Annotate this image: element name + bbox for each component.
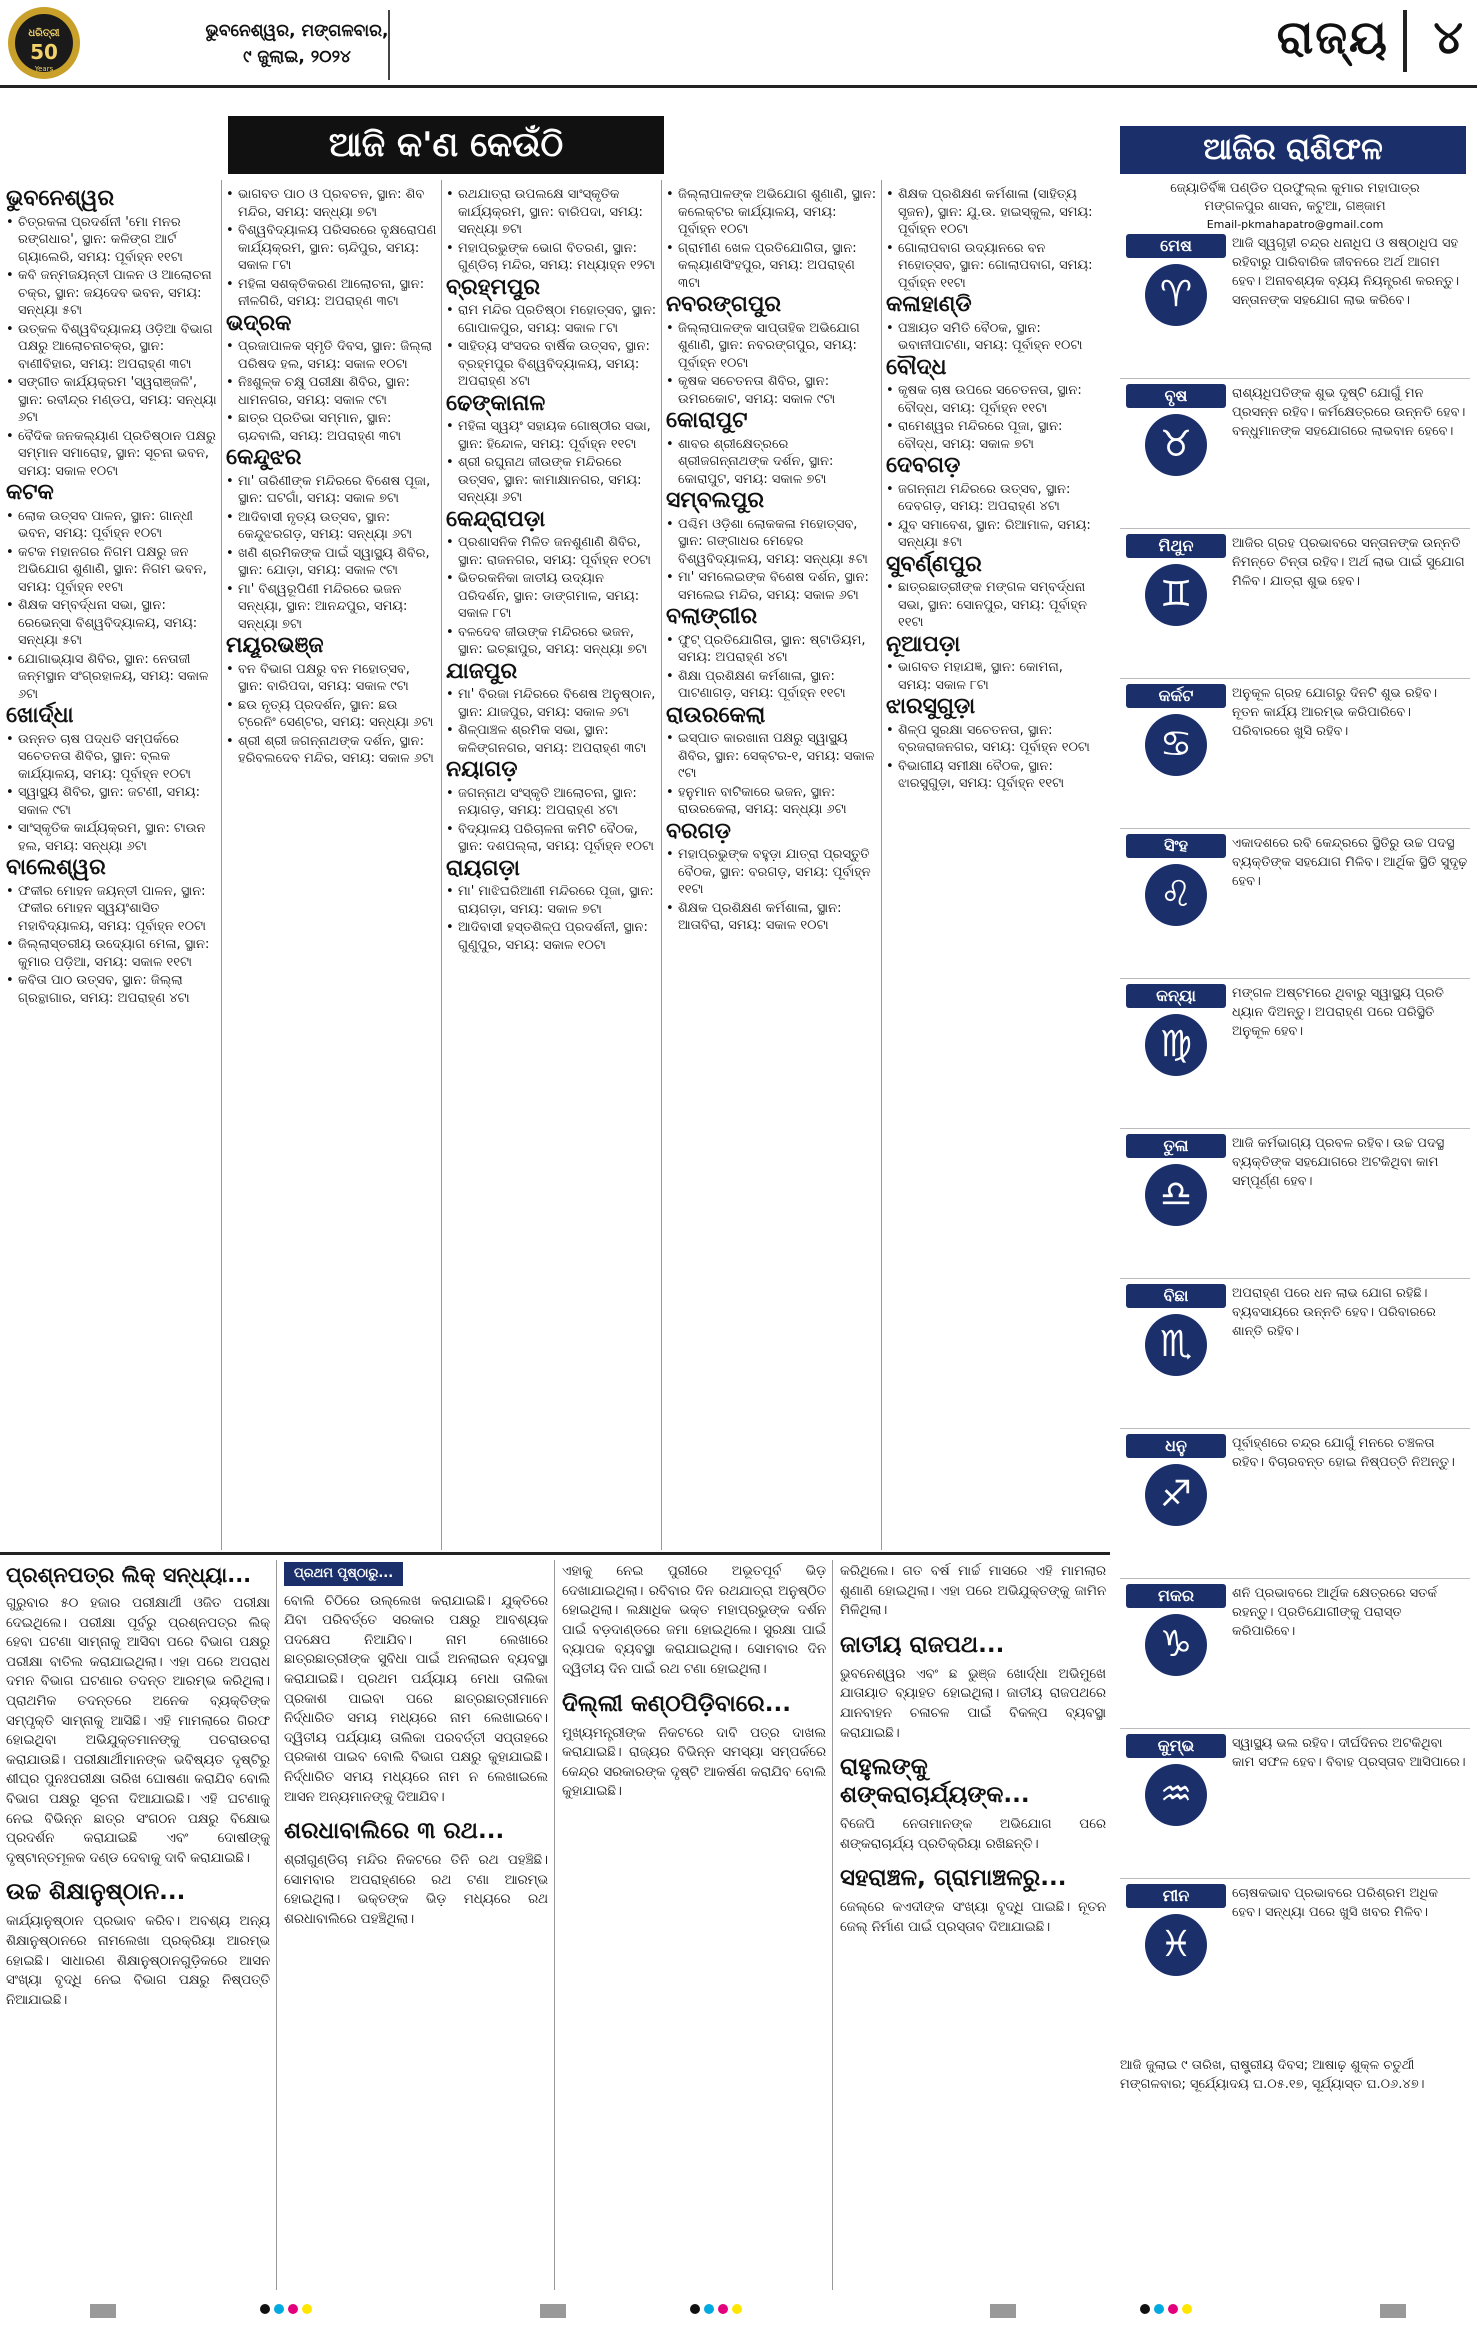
- news-lead-body: ଗୁରୁବାର ୫୦ ହଜାର ପରୀକ୍ଷାର୍ଥୀ ଓଜିତ ପରୀକ୍ଷା ଦେଇଥିଲେ। ପରୀକ୍ଷା ପୂର୍ବରୁ ପ୍ରଶ୍ନପତ୍ର ଲିକ୍ ହେବା ଘଟଣା ସାମ୍ନାକୁ ଆସିବା ପରେ ବିଭାଗ ପକ୍ଷରୁ ପରୀକ୍ଷା ବାତିଲ କରାଯାଇଥିଲା। ଏହା ପରେ ଅପରାଧ ଦମନ ବିଭାଗ ଘଟଣାର ତଦନ୍ତ ଆରମ୍ଭ କରିଥିଲା। ପ୍ରାଥମିକ ତଦନ୍ତରେ ଅନେକ ବ୍ୟକ୍ତିଙ୍କ ସମ୍ପୃକ୍ତି ସାମ୍ନାକୁ ଆସିଛି। ଏହି ମାମଲାରେ ଗିରଫ ହୋଇଥିବା ଅଭିଯୁକ୍ତମାନଙ୍କୁ ପଚରାଉଚରା କରାଯାଉଛି। ପରୀକ୍ଷାର୍ଥୀମାନଙ୍କ ଭବିଷ୍ୟତ ଦୃଷ୍ଟିରୁ ଶୀଘ୍ର ପୁନଃପରୀକ୍ଷା ତାରିଖ ଘୋଷଣା କରାଯିବ ବୋଲି ବିଭାଗ ପକ୍ଷରୁ ସୂଚନା ଦିଆଯାଇଛି। ଏହି ଘଟଣାକୁ ନେଇ ବିଭିନ୍ନ ଛାତ୍ର ସଂଗଠନ ପକ୍ଷରୁ ବିକ୍ଷୋଭ ପ୍ରଦର୍ଶନ କରାଯାଇଛି ଏବଂ ଦୋଷୀଙ୍କୁ ଦୃଷ୍ଟାନ୍ତମୂଳକ ଦଣ୍ଡ ଦେବାକୁ ଦାବି କରାଯାଇଛି।: [6, 1596, 270, 1866]
- zodiac-prediction: ଆଜିର ଗ୍ରହ ପ୍ରଭାବରେ ସନ୍ତାନଙ୍କ ଉନ୍ନତି ନିମନ୍ତେ ଚିନ୍ତା ରହିବ। ଅର୍ଥ ଲାଭ ପାଇଁ ସୁଯୋଗ ମିଳିବ। ଯାତ୍ରା ଶୁଭ ହେବ।: [1232, 536, 1465, 589]
- event-item: • ଶ୍ରୀ ରଘୁନାଥ ଜୀଉଙ୍କ ମନ୍ଦିରରେ ଉତ୍ସବ, ସ୍ଥାନ: କାମାକ୍ଷାନଗର, ସମୟ: ସନ୍ଧ୍ୟା ୬ଟା: [446, 454, 658, 507]
- event-item: • ଭାଗବତ ମହାଯଜ୍ଞ, ସ୍ଥାନ: କୋମନା, ସମୟ: ସକାଳ ୮ଟା: [886, 659, 1098, 694]
- city-heading: ଯାଜପୁର: [446, 658, 518, 684]
- column-divider: [221, 180, 222, 1550]
- zodiac-divider: [1120, 528, 1470, 529]
- almanac-footer: ଆଜି ଜୁଲାଇ ୯ ତାରିଖ, ରାଷ୍ଟ୍ରୀୟ ଦିବସ; ଆଷାଢ଼ ଶୁକ୍ଳ ଚତୁର୍ଥୀ ମଙ୍ଗଳବାର; ସୂର୍ଯ୍ୟୋଦୟ ଘ.୦୫.୧୭, ସୂର୍ଯ୍ୟାସ୍ତ ଘ.୦୬.୪୭।: [1120, 2058, 1425, 2092]
- city-heading: ବରଗଡ଼: [666, 818, 731, 844]
- zodiac-name: ତୁଳା: [1126, 1134, 1226, 1158]
- event-item: • ଖଣି ଶ୍ରମିକଙ୍କ ପାଇଁ ସ୍ୱାସ୍ଥ୍ୟ ଶିବିର, ସ୍ଥାନ: ଯୋଡ଼ା, ସମୟ: ସକାଳ ୯ଟା: [226, 545, 438, 580]
- event-item: • ଯୋଗାଭ୍ୟାସ ଶିବିର, ସ୍ଥାନ: ନେତାଜୀ ଜନ୍ମସ୍ଥାନ ସଂଗ୍ରହାଳୟ, ସମୟ: ସକାଳ ୬ଟା: [6, 651, 218, 704]
- event-item: • ବିଭାଗୀୟ ସମୀକ୍ଷା ବୈଠକ, ସ୍ଥାନ: ଝାରସୁଗୁଡ଼ା, ସମୟ: ପୂର୍ବାହ୍ନ ୧୧ଟା: [886, 758, 1098, 793]
- continued-label: ପ୍ରଥମ ପୃଷ୍ଠାରୁ...: [284, 1562, 403, 1586]
- newspaper-logo: [4, 4, 154, 82]
- event-item: • ବିଶ୍ୱବିଦ୍ୟାଳୟ ପରିସରରେ ବୃକ୍ଷରୋପଣ କାର୍ଯ୍ୟକ୍ରମ, ସ୍ଥାନ: ଚାନ୍ଦିପୁର, ସମୟ: ସକାଳ ୮ଟା: [226, 222, 438, 275]
- zodiac-name: ବିଛା: [1126, 1284, 1226, 1308]
- city-heading: ମୟୂରଭଞ୍ଜ: [226, 633, 324, 658]
- city-heading: ରାଉରକେଲା: [666, 702, 766, 728]
- city-heading: ରାୟଗଡ଼ା: [446, 855, 520, 881]
- zodiac-prediction: ସ୍ୱାସ୍ଥ୍ୟ ଭଲ ରହିବ। ଦୀର୍ଘଦିନର ଅଟକିଥିବା କାମ ସଫଳ ହେବ। ବିବାହ ପ୍ରସ୍ତାବ ଆସିପାରେ।: [1232, 1736, 1466, 1770]
- zodiac-prediction: ମଙ୍ଗଳ ଅଷ୍ଟମରେ ଥିବାରୁ ସ୍ୱାସ୍ଥ୍ୟ ପ୍ରତି ଧ୍ୟାନ ଦିଅନ୍ତୁ। ଅପରାହ୍ଣ ପରେ ପରିସ୍ଥିତି ଅନୁକୂଳ ହେବ।: [1232, 986, 1444, 1039]
- event-item: • ସଙ୍ଗୀତ କାର୍ଯ୍ୟକ୍ରମ 'ସ୍ୱରାଞ୍ଜଳି', ସ୍ଥାନ: ରବୀନ୍ଦ୍ର ମଣ୍ଡପ, ସମୟ: ସନ୍ଧ୍ୟା ୬ଟା: [6, 374, 218, 427]
- event-item: • ବଳଦେବ ଜୀଉଙ୍କ ମନ୍ଦିରରେ ଭଜନ, ସ୍ଥାନ: ଇଚ୍ଛାପୁର, ସମୟ: ସନ୍ଧ୍ୟା ୭ଟା: [446, 624, 658, 659]
- zodiac-prediction: ଆଜି କର୍ମଭାଗ୍ୟ ପ୍ରବଳ ରହିବ। ଉଚ୍ଚ ପଦସ୍ଥ ବ୍ୟକ୍ତିଙ୍କ ସହଯୋଗରେ ଅଟକିଥିବା କାମ ସମ୍ପୂର୍ଣ୍ଣ ହେବ।: [1232, 1136, 1445, 1189]
- news-col2-body: ବୋଲି ଚିଠିରେ ଉଲ୍ଲେଖ କରାଯାଇଛି। ଯୁକ୍ତିରେ ଯିବା ପରିବର୍ତ୍ତେ ସରକାର ପକ୍ଷରୁ ଆବଶ୍ୟକ ପଦକ୍ଷେପ ନିଆଯିବ। ନାମ ଲେଖାରେ ଛାତ୍ରଛାତ୍ରୀଙ୍କ ସୁବିଧା ପାଇଁ ଅନଲାଇନ ବ୍ୟବସ୍ଥା କରାଯାଇଛି। ପ୍ରଥମ ପର୍ଯ୍ୟାୟ ମେଧା ତାଲିକା ପ୍ରକାଶ ପାଇବା ପରେ ଛାତ୍ରଛାତ୍ରୀମାନେ ନିର୍ଦ୍ଧାରିତ ସମୟ ମଧ୍ୟରେ ନାମ ଲେଖାଇବେ। ଦ୍ୱିତୀୟ ପର୍ଯ୍ୟାୟ ତାଲିକା ପରବର୍ତ୍ତୀ ସପ୍ତାହରେ ପ୍ରକାଶ ପାଇବ ବୋଲି ବିଭାଗ ପକ୍ଷରୁ କୁହାଯାଇଛି। ନିର୍ଦ୍ଧାରିତ ସମୟ ମଧ୍ୟରେ ନାମ ନ ଲେଖାଇଲେ ଆସନ ଅନ୍ୟମାନଙ୍କୁ ଦିଆଯିବ।: [284, 1593, 548, 1805]
- zodiac-badge: [1126, 384, 1226, 476]
- logo-years: 50: [30, 40, 58, 64]
- event-item: • ଆଦିବାସୀ ହସ୍ତଶିଳ୍ପ ପ୍ରଦର୍ଶନୀ, ସ୍ଥାନ: ଗୁଣୁପୁର, ସମୟ: ସକାଳ ୧୦ଟା: [446, 919, 658, 954]
- zodiac-entry: [1120, 684, 1470, 826]
- zodiac-badge: [1126, 984, 1226, 1076]
- event-item: • ମା' ବିଶ୍ୱରୂପିଣୀ ମନ୍ଦିରରେ ଭଜନ ସନ୍ଧ୍ୟା, ସ୍ଥାନ: ଆନନ୍ଦପୁର, ସମୟ: ସନ୍ଧ୍ୟା ୭ଟା: [226, 581, 438, 634]
- zodiac-divider: [1120, 1428, 1470, 1429]
- zodiac-entry: [1120, 1134, 1470, 1276]
- news-column-4: [840, 1562, 1106, 2292]
- event-item: • ରଥଯାତ୍ରା ଉପଲକ୍ଷେ ସାଂସ୍କୃତିକ କାର୍ଯ୍ୟକ୍ରମ, ସ୍ଥାନ: ବାରିପଦା, ସମୟ: ସନ୍ଧ୍ୟା ୭ଟା: [446, 186, 658, 239]
- zodiac-divider: [1120, 678, 1470, 679]
- zodiac-entry: [1120, 834, 1470, 976]
- news-col2-head: ଶରଧାବାଲିରେ ୩ ରଥ...: [284, 1818, 505, 1845]
- zodiac-prediction: ଶନି ପ୍ରଭାବରେ ଆର୍ଥିକ କ୍ଷେତ୍ରରେ ସତର୍କ ରହନ୍ତୁ। ପ୍ରତିଯୋଗୀଙ୍କୁ ପରାସ୍ତ କରିପାରିବେ।: [1232, 1586, 1437, 1639]
- event-item: • ମହିଳା ସ୍ୱୟଂ ସହାୟକ ଗୋଷ୍ଠୀର ସଭା, ସ୍ଥାନ: ହିନ୍ଦୋଳ, ସମୟ: ପୂର୍ବାହ୍ନ ୧୧ଟା: [446, 418, 658, 453]
- event-item: • ପଶ୍ଚିମ ଓଡ଼ିଶା ଲୋକକଳା ମହୋତ୍ସବ, ସ୍ଥାନ: ଗଙ୍ଗାଧର ମେହେର ବିଶ୍ୱବିଦ୍ୟାଳୟ, ସମୟ: ସନ୍ଧ୍ୟା ୫ଟା: [666, 516, 878, 569]
- event-item: • ବିଦ୍ୟାଳୟ ପରିଚାଳନା କମିଟି ବୈଠକ, ସ୍ଥାନ: ଦଶପଲ୍ଲା, ସମୟ: ପୂର୍ବାହ୍ନ ୧୦ଟା: [446, 821, 658, 856]
- zodiac-badge: [1126, 1884, 1226, 1976]
- event-item: • ମହାପ୍ରଭୁଙ୍କ ବହୁଡ଼ା ଯାତ୍ରା ପ୍ରସ୍ତୁତି ବୈଠକ, ସ୍ଥାନ: ବରଗଡ଼, ସମୟ: ପୂର୍ବାହ୍ନ ୧୧ଟା: [666, 846, 878, 899]
- news-col3-body: ଏହାକୁ ନେଇ ପୁରୀରେ ଅଭୂତପୂର୍ବ ଭିଡ଼ ଦେଖାଯାଇଥିଲା। ରବିବାର ଦିନ ରଥଯାତ୍ରା ଅନୁଷ୍ଠିତ ହୋଇଥିଲା। ଲକ୍ଷାଧିକ ଭକ୍ତ ମହାପ୍ରଭୁଙ୍କ ଦର୍ଶନ ପାଇଁ ବଡ଼ଦାଣ୍ଡରେ ଜମା ହୋଇଥିଲେ। ସୁରକ୍ଷା ପାଇଁ ବ୍ୟାପକ ବ୍ୟବସ୍ଥା କରାଯାଇଥିଲା। ସୋମବାର ଦିନ ଦ୍ୱିତୀୟ ଦିନ ପାଇଁ ରଥ ଟଣା ହୋଇଥିଲା।: [562, 1564, 826, 1677]
- page-number: ୪: [1433, 10, 1463, 64]
- event-item: • ଫକୀର ମୋହନ ଜୟନ୍ତୀ ପାଳନ, ସ୍ଥାନ: ଫକୀର ମୋହନ ସ୍ୱୟଂଶାସିତ ମହାବିଦ୍ୟାଳୟ, ସମୟ: ପୂର୍ବାହ୍ନ ୧୦ଟା: [6, 883, 218, 936]
- event-item: • ଛଉ ନୃତ୍ୟ ପ୍ରଦର୍ଶନ, ସ୍ଥାନ: ଛଉ ଟ୍ରେନିଂ ସେଣ୍ଟର, ସମୟ: ସନ୍ଧ୍ୟା ୬ଟା: [226, 697, 438, 732]
- event-item: • ଶିଳ୍ପ ସୁରକ୍ଷା ସଚେତନତା, ସ୍ଥାନ: ବ୍ରଜରାଜନଗର, ସମୟ: ପୂର୍ବାହ୍ନ ୧୦ଟା: [886, 722, 1098, 757]
- news-sub-body: କାର୍ଯ୍ୟାନୁଷ୍ଠାନ ପ୍ରଭାବ କରିବ। ଅବଶ୍ୟ ଅନ୍ୟ ଶିକ୍ଷାନୁଷ୍ଠାନରେ ନାମଲେଖା ପ୍ରକ୍ରିୟା ଆରମ୍ଭ ହୋଇଛି। ସାଧାରଣ ଶିକ୍ଷାନୁଷ୍ଠାନଗୁଡ଼ିକରେ ଆସନ ସଂଖ୍ୟା ବୃଦ୍ଧି ନେଇ ବିଭାଗ ପକ୍ଷରୁ ନିଷ୍ପତ୍ତି ନିଆଯାଇଛି।: [6, 1914, 270, 2008]
- dateline-place: ଭୁବନେଶ୍ୱର, ମଙ୍ଗଳବାର,: [205, 21, 389, 41]
- zodiac-symbol-icon: ♌: [1145, 864, 1207, 926]
- event-item: • ଜଗନ୍ନାଥ ସଂସ୍କୃତି ଆଲୋଚନା, ସ୍ଥାନ: ନୟାଗଡ଼, ସମୟ: ଅପରାହ୍ଣ ୪ଟା: [446, 785, 658, 820]
- event-item: • ପଞ୍ଚାୟତ ସମିତି ବୈଠକ, ସ୍ଥାନ: ଭବାନୀପାଟଣା, ସମୟ: ପୂର୍ବାହ୍ନ ୧୦ଟା: [886, 320, 1098, 355]
- event-item: • ଶ୍ରୀ ଶ୍ରୀ ଜଗନ୍ନାଥଙ୍କ ଦର୍ଶନ, ସ୍ଥାନ: ହରିବଲଦେବ ମନ୍ଦିର, ସମୟ: ସକାଳ ୬ଟା: [226, 733, 438, 768]
- event-item: • ବନ ବିଭାଗ ପକ୍ଷରୁ ବନ ମହୋତ୍ସବ, ସ୍ଥାନ: ବାରିପଦା, ସମୟ: ସକାଳ ୯ଟା: [226, 661, 438, 696]
- zodiac-entry: [1120, 384, 1470, 526]
- zodiac-prediction: ଏକାଦଶରେ ରବି କେନ୍ଦ୍ରରେ ସ୍ଥିତିରୁ ଉଚ୍ଚ ପଦସ୍ଥ ବ୍ୟକ୍ତିଙ୍କ ସହଯୋଗ ମିଳିବ। ଆର୍ଥିକ ସ୍ଥିତି ସୁଦୃଢ଼ ହେବ।: [1232, 836, 1468, 889]
- event-item: • ଫୁଟ୍ ପ୍ରତିଯୋଗିତା, ସ୍ଥାନ: ଷ୍ଟାଡିୟମ, ସମୟ: ଅପରାହ୍ଣ ୪ଟା: [666, 632, 878, 667]
- news-col4-head: ଜାତୀୟ ରାଜପଥ...: [840, 1631, 1005, 1658]
- news-col3-body2: ମୁଖ୍ୟମନ୍ତ୍ରୀଙ୍କ ନିକଟରେ ଦାବି ପତ୍ର ଦାଖଲ କରାଯାଇଛି। ରାଜ୍ୟର ବିଭିନ୍ନ ସମସ୍ୟା ସମ୍ପର୍କରେ କେନ୍ଦ୍ର ସରକାରଙ୍କ ଦୃଷ୍ଟି ଆକର୍ଷଣ କରାଯିବ ବୋଲି କୁହାଯାଇଛି।: [562, 1725, 826, 1800]
- events-column: [226, 186, 438, 1546]
- horoscope-panel: [1120, 126, 1470, 2196]
- news-sub-title: ଉଚ୍ଚ ଶିକ୍ଷାନୁଷ୍ଠାନ...: [6, 1879, 186, 1906]
- column-divider: [661, 180, 662, 1550]
- zodiac-name: ସିଂହ: [1126, 834, 1226, 858]
- event-item: • ଉନ୍ନତ ଚାଷ ପଦ୍ଧତି ସମ୍ପର୍କରେ ସଚେତନତା ଶିବିର, ସ୍ଥାନ: ବ୍ଲକ କାର୍ଯ୍ୟାଳୟ, ସମୟ: ପୂର୍ବାହ୍ନ ୧୦ଟା: [6, 731, 218, 784]
- news-col4-body2: ଭୁବନେଶ୍ୱର ଏବଂ ଛ ଭୁଞ୍ଜ ଖୋର୍ଦ୍ଧା ଅଭିମୁଖେ ଯାତାୟାତ ବ୍ୟାହତ ହୋଇଥିଲା। ଜାତୀୟ ରାଜପଥରେ ଯାନବାହନ ଚଳାଚଳ ପାଇଁ ବିକଳ୍ପ ବ୍ୟବସ୍ଥା କରାଯାଇଛି।: [840, 1666, 1106, 1741]
- news-lead-title: ପ୍ରଶ୍ନପତ୍ର ଲିକ୍ ସନ୍ଧ୍ୟା...: [6, 1563, 252, 1587]
- zodiac-entry: [1120, 984, 1470, 1126]
- masthead: [0, 0, 1477, 88]
- gray-bar: [540, 2304, 566, 2318]
- event-item: • କୃଷକ ସଚେତନତା ଶିବିର, ସ୍ଥାନ: ଉମରକୋଟ, ସମୟ: ସକାଳ ୯ଟା: [666, 373, 878, 408]
- zodiac-badge: [1126, 1134, 1226, 1226]
- horoscope-author: ଜ୍ୟୋତିର୍ବିଜ୍ଞ ପଣ୍ଡିତ ପ୍ରଫୁଲ୍ଲ କୁମାର ମହାପାତ୍ର: [1170, 181, 1420, 196]
- zodiac-badge: [1126, 1734, 1226, 1826]
- event-item: • ଆଦିବାସୀ ନୃତ୍ୟ ଉତ୍ସବ, ସ୍ଥାନ: କେନ୍ଦୁଝରଗଡ଼, ସମୟ: ସନ୍ଧ୍ୟା ୬ଟା: [226, 509, 438, 544]
- masthead-divider: [388, 10, 390, 80]
- zodiac-symbol-icon: ♓: [1145, 1914, 1207, 1976]
- event-item: • ଉତ୍କଳ ବିଶ୍ୱବିଦ୍ୟାଳୟ ଓଡ଼ିଆ ବିଭାଗ ପକ୍ଷରୁ ଆଲୋଚନାଚକ୍ର, ସ୍ଥାନ: ବାଣୀବିହାର, ସମୟ: ଅପରାହ୍ଣ ୩ଟା: [6, 321, 218, 374]
- zodiac-prediction: ଅନୁକୂଳ ଗ୍ରହ ଯୋଗରୁ ଦିନଟି ଶୁଭ ରହିବ। ନୂତନ କାର୍ଯ୍ୟ ଆରମ୍ଭ କରିପାରିବେ। ପରିବାରରେ ଖୁସି ରହିବ।: [1232, 686, 1438, 739]
- cmyk-marks: [260, 2304, 312, 2314]
- events-column: [446, 186, 658, 1546]
- logo-years-label: Years: [34, 65, 54, 73]
- event-item: • ମା' ସମଲେଇଙ୍କ ବିଶେଷ ଦର୍ଶନ, ସ୍ଥାନ: ସମଲେଇ ମନ୍ଦିର, ସମୟ: ସକାଳ ୬ଟା: [666, 569, 878, 604]
- zodiac-prediction: ପୂର୍ବାହ୍ଣରେ ଚନ୍ଦ୍ର ଯୋଗୁଁ ମନରେ ଚଞ୍ଚଳତା ରହିବ। ବିଚାରବନ୍ତ ହୋଇ ନିଷ୍ପତ୍ତି ନିଅନ୍ତୁ।: [1232, 1436, 1455, 1470]
- section-rule: [0, 1552, 1110, 1555]
- events-column: [886, 186, 1098, 1546]
- zodiac-name: କନ୍ୟା: [1126, 984, 1226, 1008]
- horoscope-email: Email-pkmahapatro@gmail.com: [1206, 218, 1384, 231]
- city-heading: ବୌଦ୍ଧ: [886, 354, 947, 380]
- column-divider: [276, 1560, 277, 2290]
- zodiac-name: ମକର: [1126, 1584, 1226, 1608]
- column-divider: [441, 180, 442, 1550]
- event-item: • ପ୍ରଶାସନିକ ମିଳିତ ଜନଶୁଣାଣି ଶିବିର, ସ୍ଥାନ: ରାଜନଗର, ସମୟ: ପୂର୍ବାହ୍ନ ୧୦ଟା: [446, 534, 658, 569]
- zodiac-name: କୁମ୍ଭ: [1126, 1734, 1226, 1758]
- event-item: • ଜଗନ୍ନାଥ ମନ୍ଦିରରେ ଉତ୍ସବ, ସ୍ଥାନ: ଦେବଗଡ଼, ସମୟ: ଅପରାହ୍ଣ ୪ଟା: [886, 481, 1098, 516]
- zodiac-prediction: ଚୋଷକଭାବ ପ୍ରଭାବରେ ପରିଶ୍ରମ ଅଧିକ ହେବ। ସନ୍ଧ୍ୟା ପରେ ଖୁସି ଖବର ମିଳିବ।: [1232, 1886, 1439, 1920]
- zodiac-entry: [1120, 1584, 1470, 1726]
- event-item: • ସ୍ୱାସ୍ଥ୍ୟ ଶିବିର, ସ୍ଥାନ: ଜଟଣୀ, ସମୟ: ସକାଳ ୯ଟା: [6, 784, 218, 819]
- events-title: ଆଜି କ'ଣ କେଉଁଠି: [228, 116, 664, 174]
- zodiac-name: ମେଷ: [1126, 234, 1226, 258]
- zodiac-badge: [1126, 1284, 1226, 1376]
- zodiac-prediction: ଅପରାହ୍ଣ ପରେ ଧନ ଲାଭ ଯୋଗ ରହିଛି। ବ୍ୟବସାୟରେ ଉନ୍ନତି ହେବ। ପରିବାରରେ ଶାନ୍ତି ରହିବ।: [1232, 1286, 1436, 1339]
- event-item: • କୃଷକ ଚାଷ ଉପରେ ସଚେତନତା, ସ୍ଥାନ: ବୌଦ୍ଧ, ସମୟ: ପୂର୍ବାହ୍ନ ୧୧ଟା: [886, 382, 1098, 417]
- zodiac-symbol-icon: ♐: [1145, 1464, 1207, 1526]
- event-item: • ଗୋଲାପବାଗ ଉଦ୍ୟାନରେ ବନ ମହୋତ୍ସବ, ସ୍ଥାନ: ଗୋଲାପବାଗ, ସମୟ: ପୂର୍ବାହ୍ନ ୧୧ଟା: [886, 240, 1098, 293]
- event-item: • ଇସ୍ପାତ କାରଖାନା ପକ୍ଷରୁ ସ୍ୱାସ୍ଥ୍ୟ ଶିବିର, ସ୍ଥାନ: ସେକ୍ଟର-୧, ସମୟ: ସକାଳ ୯ଟା: [666, 730, 878, 783]
- news-column-2: [284, 1562, 548, 2292]
- events-column: [6, 186, 218, 1546]
- zodiac-symbol-icon: ♒: [1145, 1764, 1207, 1826]
- zodiac-symbol-icon: ♉: [1145, 414, 1207, 476]
- city-heading: ସୁବର୍ଣ୍ଣପୁର: [886, 551, 982, 577]
- city-heading: ବାଲେଶ୍ୱର: [6, 855, 106, 880]
- city-heading: କଳାହାଣ୍ଡି: [886, 292, 972, 317]
- zodiac-prediction: ରାଶ୍ୟଧିପତିଙ୍କ ଶୁଭ ଦୃଷ୍ଟି ଯୋଗୁଁ ମନ ପ୍ରସନ୍ନ ରହିବ। କର୍ମକ୍ଷେତ୍ରରେ ଉନ୍ନତି ହେବ। ବନ୍ଧୁମାନଙ୍କ ସହଯୋଗରେ ଲାଭବାନ ହେବେ।: [1232, 386, 1466, 439]
- city-heading: ଦେବଗଡ଼: [886, 453, 961, 478]
- zodiac-symbol-icon: ♈: [1145, 264, 1207, 326]
- horoscope-author-place: ମଙ୍ଗଳପୁର ଶାସନ, କଟୁଆ, ଗଞ୍ଜାମ: [1204, 199, 1386, 214]
- event-item: • ସାହିତ୍ୟ ସଂସଦର ବାର୍ଷିକ ଉତ୍ସବ, ସ୍ଥାନ: ବ୍ରହ୍ମପୁର ବିଶ୍ୱବିଦ୍ୟାଳୟ, ସମୟ: ଅପରାହ୍ଣ ୪ଟା: [446, 338, 658, 391]
- dateline: [182, 18, 412, 70]
- event-item: • ସାଂସ୍କୃତିକ କାର୍ଯ୍ୟକ୍ରମ, ସ୍ଥାନ: ଟାଉନ ହଲ, ସମୟ: ସନ୍ଧ୍ୟା ୬ଟା: [6, 820, 218, 855]
- zodiac-divider: [1120, 978, 1470, 979]
- event-item: • ଲୋକ ଉତ୍ସବ ପାଳନ, ସ୍ଥାନ: ଗାନ୍ଧୀ ଭବନ, ସମୟ: ପୂର୍ବାହ୍ନ ୧୦ଟା: [6, 508, 218, 543]
- city-heading: ଝାରସୁଗୁଡ଼ା: [886, 694, 976, 719]
- zodiac-entry: [1120, 1284, 1470, 1426]
- zodiac-entry: [1120, 1734, 1470, 1876]
- city-heading: ବଲାଙ୍ଗୀର: [666, 604, 758, 629]
- gray-bar: [1380, 2304, 1406, 2318]
- horoscope-author-block: [1120, 180, 1470, 234]
- news-col3-head: ଦିଲ୍ଲୀ କଣ୍ଠପିଡ଼ିବାରେ...: [562, 1690, 791, 1717]
- city-heading: କଟକ: [6, 480, 54, 505]
- zodiac-name: ଧନୁ: [1126, 1434, 1226, 1458]
- city-heading: ଢେଙ୍କାନାଳ: [446, 390, 546, 416]
- news-col4-head3: ସହରାଞ୍ଚଳ, ଗ୍ରାମାଞ୍ଚଳରୁ...: [840, 1865, 1067, 1892]
- zodiac-symbol-icon: ♍: [1145, 1014, 1207, 1076]
- event-item: • ମା' ବିରଜା ମନ୍ଦିରରେ ବିଶେଷ ଅନୁଷ୍ଠାନ, ସ୍ଥାନ: ଯାଜପୁର, ସମୟ: ସକାଳ ୬ଟା: [446, 686, 658, 721]
- event-item: • ଭାଗବତ ପାଠ ଓ ପ୍ରବଚନ, ସ୍ଥାନ: ଶିବ ମନ୍ଦିର, ସମୟ: ସନ୍ଧ୍ୟା ୭ଟା: [226, 186, 438, 221]
- zodiac-entry: [1120, 234, 1470, 376]
- zodiac-symbol-icon: ♎: [1145, 1164, 1207, 1226]
- event-item: • କଟକ ମହାନଗର ନିଗମ ପକ୍ଷରୁ ଜନ ଅଭିଯୋଗ ଶୁଣାଣି, ସ୍ଥାନ: ନିଗମ ଭବନ, ସମୟ: ପୂର୍ବାହ୍ନ ୧୧ଟା: [6, 544, 218, 597]
- city-heading: ସମ୍ବଲପୁର: [666, 488, 765, 513]
- news-col4-body4: ଜେଲ୍‌ରେ କଏଦୀଙ୍କ ସଂଖ୍ୟା ବୃଦ୍ଧି ପାଇଛି। ନୂତନ ଜେଲ୍ ନିର୍ମାଣ ପାଇଁ ପ୍ରସ୍ତାବ ଦିଆଯାଇଛି।: [840, 1900, 1106, 1935]
- event-item: • କବିତା ପାଠ ଉତ୍ସବ, ସ୍ଥାନ: ଜିଲ୍ଲା ଗ୍ରନ୍ଥାଗାର, ସମୟ: ଅପରାହ୍ଣ ୪ଟା: [6, 972, 218, 1007]
- news-col4-head2: ରାହୁଲଙ୍କୁ ଶଙ୍କରାଚାର୍ଯ୍ୟଙ୍କ...: [840, 1754, 1030, 1809]
- event-item: • ଗ୍ରାମୀଣ ଖେଳ ପ୍ରତିଯୋଗିତା, ସ୍ଥାନ: କଲ୍ୟାଣସିଂହପୁର, ସମୟ: ଅପରାହ୍ଣ ୩ଟା: [666, 240, 878, 293]
- zodiac-badge: [1126, 534, 1226, 626]
- event-item: • ନିଃଶୁଳ୍କ ଚକ୍ଷୁ ପରୀକ୍ଷା ଶିବିର, ସ୍ଥାନ: ଧାମନଗର, ସମୟ: ସକାଳ ୯ଟା: [226, 374, 438, 409]
- event-item: • ମହାପ୍ରଭୁଙ୍କ ଭୋଗ ବିତରଣ, ସ୍ଥାନ: ଗୁଣ୍ଡିଚା ମନ୍ଦିର, ସମୟ: ମଧ୍ୟାହ୍ନ ୧୨ଟା: [446, 240, 658, 275]
- cmyk-marks: [1140, 2304, 1192, 2314]
- zodiac-badge: [1126, 834, 1226, 926]
- city-heading: ଭଦ୍ରକ: [226, 310, 292, 336]
- event-item: • ଶାବର ଶ୍ରୀକ୍ଷେତ୍ରରେ ଶ୍ରୀଜଗନ୍ନାଥଙ୍କ ଦର୍ଶନ, ସ୍ଥାନ: କୋରାପୁଟ, ସମୟ: ସକାଳ ୭ଟା: [666, 436, 878, 489]
- news-col2-body2: ଶ୍ରୀଗୁଣ୍ଡିଚା ମନ୍ଦିର ନିକଟରେ ତିନି ରଥ ପହଞ୍ଚିଛି। ସୋମବାର ଅପରାହ୍ଣରେ ରଥ ଟଣା ଆରମ୍ଭ ହୋଇଥିଲା। ଭକ୍ତଙ୍କ ଭିଡ଼ ମଧ୍ୟରେ ରଥ ଶରଧାବାଲିରେ ପହଞ୍ଚିଥିଲା।: [284, 1853, 548, 1927]
- event-item: • ବୈଦିକ ଜନକଲ୍ୟାଣ ପ୍ରତିଷ୍ଠାନ ପକ୍ଷରୁ ସମ୍ମାନ ସମାରୋହ, ସ୍ଥାନ: ସୂଚନା ଭବନ, ସମୟ: ସକାଳ ୧୦ଟା: [6, 428, 218, 481]
- column-divider: [554, 1560, 555, 2290]
- zodiac-divider: [1120, 1128, 1470, 1129]
- event-item: • ମା' ତାରିଣୀଙ୍କ ମନ୍ଦିରରେ ବିଶେଷ ପୂଜା, ସ୍ଥାନ: ଘଟଗାଁ, ସମୟ: ସକାଳ ୭ଟା: [226, 473, 438, 508]
- section-divider: [1403, 10, 1407, 72]
- zodiac-divider: [1120, 1278, 1470, 1279]
- event-item: • ଭିତରକନିକା ଜାତୀୟ ଉଦ୍ୟାନ ପରିଦର୍ଶନ, ସ୍ଥାନ: ଡାଙ୍ଗମାଳ, ସମୟ: ସକାଳ ୮ଟା: [446, 570, 658, 623]
- event-item: • ଶିଳ୍ପାଞ୍ଚଳ ଶ୍ରମିକ ସଭା, ସ୍ଥାନ: କଳିଙ୍ଗନଗର, ସମୟ: ଅପରାହ୍ଣ ୩ଟା: [446, 722, 658, 757]
- city-heading: ବ୍ରହ୍ମପୁର: [446, 274, 541, 300]
- column-divider: [881, 180, 882, 1550]
- event-item: • ଜିଲ୍ଲାପାଳଙ୍କ ସାପ୍ତାହିକ ଅଭିଯୋଗ ଶୁଣାଣି, ସ୍ଥାନ: ନବରଙ୍ଗପୁର, ସମୟ: ପୂର୍ବାହ୍ନ ୧୦ଟା: [666, 320, 878, 373]
- logo-text: ଧରିତ୍ରୀ: [28, 28, 60, 39]
- event-item: • ଜିଲ୍ଲାପାଳଙ୍କ ଅଭିଯୋଗ ଶୁଣାଣି, ସ୍ଥାନ: କଲେକ୍ଟର କାର୍ଯ୍ୟାଳୟ, ସମୟ: ପୂର୍ବାହ୍ନ ୧୦ଟା: [666, 186, 878, 239]
- zodiac-badge: [1126, 234, 1226, 326]
- event-item: • ଶିକ୍ଷା ପ୍ରଶିକ୍ଷଣ କର୍ମଶାଳା, ସ୍ଥାନ: ପାଟଣାଗଡ଼, ସମୟ: ପୂର୍ବାହ୍ନ ୧୧ଟା: [666, 668, 878, 703]
- city-heading: ନୂଆପଡ଼ା: [886, 631, 961, 657]
- zodiac-name: ବୃଷ: [1126, 384, 1226, 408]
- print-marks: [0, 2296, 1477, 2336]
- zodiac-symbol-icon: ♋: [1145, 714, 1207, 776]
- column-divider: [832, 1560, 833, 2290]
- event-item: • ପ୍ରଜାପାଳକ ସ୍ମୃତି ଦିବସ, ସ୍ଥାନ: ଜିଲ୍ଲା ପରିଷଦ ହଲ, ସମୟ: ସକାଳ ୧୦ଟା: [226, 338, 438, 373]
- zodiac-name: ମିଥୁନ: [1126, 534, 1226, 558]
- gray-bar: [990, 2304, 1016, 2318]
- dateline-date: ୯ ଜୁଲାଇ, ୨୦୨୪: [243, 47, 351, 67]
- event-item: • ଚିତ୍ରକଳା ପ୍ରଦର୍ଶନୀ 'ମୋ ମନର ରଙ୍ଗଧାର', ସ୍ଥାନ: କଳିଙ୍ଗ ଆର୍ଟ ଗ୍ୟାଲେରି, ସମୟ: ପୂର୍ବାହ୍ନ ୧୧ଟା: [6, 214, 218, 267]
- event-item: • ମା' ମାଝିଘରିଆଣୀ ମନ୍ଦିରରେ ପୂଜା, ସ୍ଥାନ: ରାୟଗଡ଼ା, ସମୟ: ସକାଳ ୭ଟା: [446, 883, 658, 918]
- city-heading: ନବରଙ୍ଗପୁର: [666, 292, 782, 317]
- event-item: • ଶିକ୍ଷକ ପ୍ରଶିକ୍ଷଣ କର୍ମଶାଳା (ସାହିତ୍ୟ ସୃଜନ), ସ୍ଥାନ: ଯୁ.ଉ. ହାଇସ୍କୁଲ, ସମୟ: ପୂର୍ବାହ୍ନ ୧୦ଟା: [886, 186, 1098, 239]
- zodiac-divider: [1120, 1728, 1470, 1729]
- city-heading: ନୟାଗଡ଼: [446, 757, 518, 782]
- city-heading: ଖୋର୍ଦ୍ଧା: [6, 703, 74, 728]
- city-heading: କେନ୍ଦ୍ରାପଡ଼ା: [446, 506, 546, 532]
- event-item: • ହନୁମାନ ବାଟିକାରେ ଭଜନ, ସ୍ଥାନ: ରାଉରକେଲା, ସମୟ: ସନ୍ଧ୍ୟା ୬ଟା: [666, 784, 878, 819]
- zodiac-entry: [1120, 534, 1470, 676]
- horoscope-title: ଆଜିର ରାଶିଫଳ: [1120, 126, 1466, 174]
- event-item: • କବି ଜନ୍ମଜୟନ୍ତୀ ପାଳନ ଓ ଆଲୋଚନା ଚକ୍ର, ସ୍ଥାନ: ଜୟଦେବ ଭବନ, ସମୟ: ସନ୍ଧ୍ୟା ୫ଟା: [6, 267, 218, 320]
- event-item: • ମହିଳା ସଶକ୍ତିକରଣ ଆଲୋଚନା, ସ୍ଥାନ: ନୀଳଗିରି, ସମୟ: ଅପରାହ୍ଣ ୩ଟା: [226, 276, 438, 311]
- city-heading: କେନ୍ଦୁଝର: [226, 445, 302, 470]
- event-item: • ଛାତ୍ରଛାତ୍ରୀଙ୍କ ମଙ୍ଗଳ ସମ୍ବର୍ଦ୍ଧନା ସଭା, ସ୍ଥାନ: ସୋନପୁର, ସମୟ: ପୂର୍ବାହ୍ନ ୧୧ଟା: [886, 579, 1098, 632]
- zodiac-prediction: ଆଜି ସ୍ୱଗୃହୀ ଚନ୍ଦ୍ର ଧନାଧିପ ଓ ଷଷ୍ଠାଧିପ ସହ ରହିବାରୁ ପାରିବାରିକ ଜୀବନରେ ଅର୍ଥ ଆଗମ ହେବ। ଅନାବଶ୍ୟକ ବ୍ୟୟ ନିୟନ୍ତ୍ରଣ କରନ୍ତୁ। ସନ୍ତାନଙ୍କ ସହଯୋଗ ଲାଭ କରିବେ।: [1232, 236, 1460, 308]
- zodiac-entry: [1120, 1434, 1470, 1576]
- event-item: • ଶିକ୍ଷକ ସମ୍ବର୍ଦ୍ଧନା ସଭା, ସ୍ଥାନ: ରେଭେନ୍ସା ବିଶ୍ୱବିଦ୍ୟାଳୟ, ସମୟ: ସନ୍ଧ୍ୟା ୫ଟା: [6, 597, 218, 650]
- event-item: • ଶିକ୍ଷକ ପ୍ରଶିକ୍ଷଣ କର୍ମଶାଳା, ସ୍ଥାନ: ଆତାବିରା, ସମୟ: ସକାଳ ୧୦ଟା: [666, 900, 878, 935]
- city-heading: କୋରାପୁଟ: [666, 408, 748, 433]
- zodiac-divider: [1120, 1878, 1470, 1879]
- event-item: • ରାମେଶ୍ୱର ମନ୍ଦିରରେ ପୂଜା, ସ୍ଥାନ: ବୌଦ୍ଧ, ସମୟ: ସକାଳ ୭ଟା: [886, 418, 1098, 453]
- zodiac-symbol-icon: ♊: [1145, 564, 1207, 626]
- event-item: • ଯୁବ ସମାବେଶ, ସ୍ଥାନ: ରିଆମାଳ, ସମୟ: ସନ୍ଧ୍ୟା ୫ଟା: [886, 517, 1098, 552]
- zodiac-badge: [1126, 684, 1226, 776]
- zodiac-divider: [1120, 378, 1470, 379]
- zodiac-divider: [1120, 1578, 1470, 1579]
- news-column-1: [6, 1562, 270, 2292]
- zodiac-badge: [1126, 1584, 1226, 1676]
- city-heading: ଭୁବନେଶ୍ୱର: [6, 186, 115, 211]
- zodiac-entry: [1120, 1884, 1470, 2026]
- news-col4-body: କରିଥିଲେ। ଗତ ବର୍ଷ ମାର୍ଚ୍ଚ ମାସରେ ଏହି ମାମଲାର ଶୁଣାଣି ହୋଇଥିଲା। ଏହା ପରେ ଅଭିଯୁକ୍ତଙ୍କୁ ଜାମିନ ମିଳିଥିଲା।: [840, 1564, 1106, 1619]
- zodiac-divider: [1120, 828, 1470, 829]
- news-col4-body3: ବିଜେପି ନେତାମାନଙ୍କ ଅଭିଯୋଗ ପରେ ଶଙ୍କରାଚାର୍ଯ୍ୟ ପ୍ରତିକ୍ରିୟା ରଖିଛନ୍ତି।: [840, 1817, 1106, 1852]
- event-item: • ଜିଲ୍ଲାସ୍ତରୀୟ ଉଦ୍ୟୋଗ ମେଳା, ସ୍ଥାନ: କୁମାର ପଡ଼ିଆ, ସମୟ: ସକାଳ ୧୧ଟା: [6, 936, 218, 971]
- event-item: • ରାମ ମନ୍ଦିର ପ୍ରତିଷ୍ଠା ମହୋତ୍ସବ, ସ୍ଥାନ: ଗୋପାଳପୁର, ସମୟ: ସକାଳ ୮ଟା: [446, 302, 658, 337]
- cmyk-marks: [690, 2304, 742, 2314]
- news-column-3: [562, 1562, 826, 2292]
- zodiac-name: କର୍କଟ: [1126, 684, 1226, 708]
- zodiac-name: ମୀନ: [1126, 1884, 1226, 1908]
- section-title: ରାଜ୍ୟ: [1276, 10, 1389, 64]
- event-item: • ଛାତ୍ର ପ୍ରତିଭା ସମ୍ମାନ, ସ୍ଥାନ: ଚାନ୍ଦବାଲି, ସମୟ: ଅପରାହ୍ଣ ୩ଟା: [226, 410, 438, 445]
- events-column: [666, 186, 878, 1546]
- zodiac-badge: [1126, 1434, 1226, 1526]
- gray-bar: [90, 2304, 116, 2318]
- zodiac-symbol-icon: ♏: [1145, 1314, 1207, 1376]
- zodiac-symbol-icon: ♑: [1145, 1614, 1207, 1676]
